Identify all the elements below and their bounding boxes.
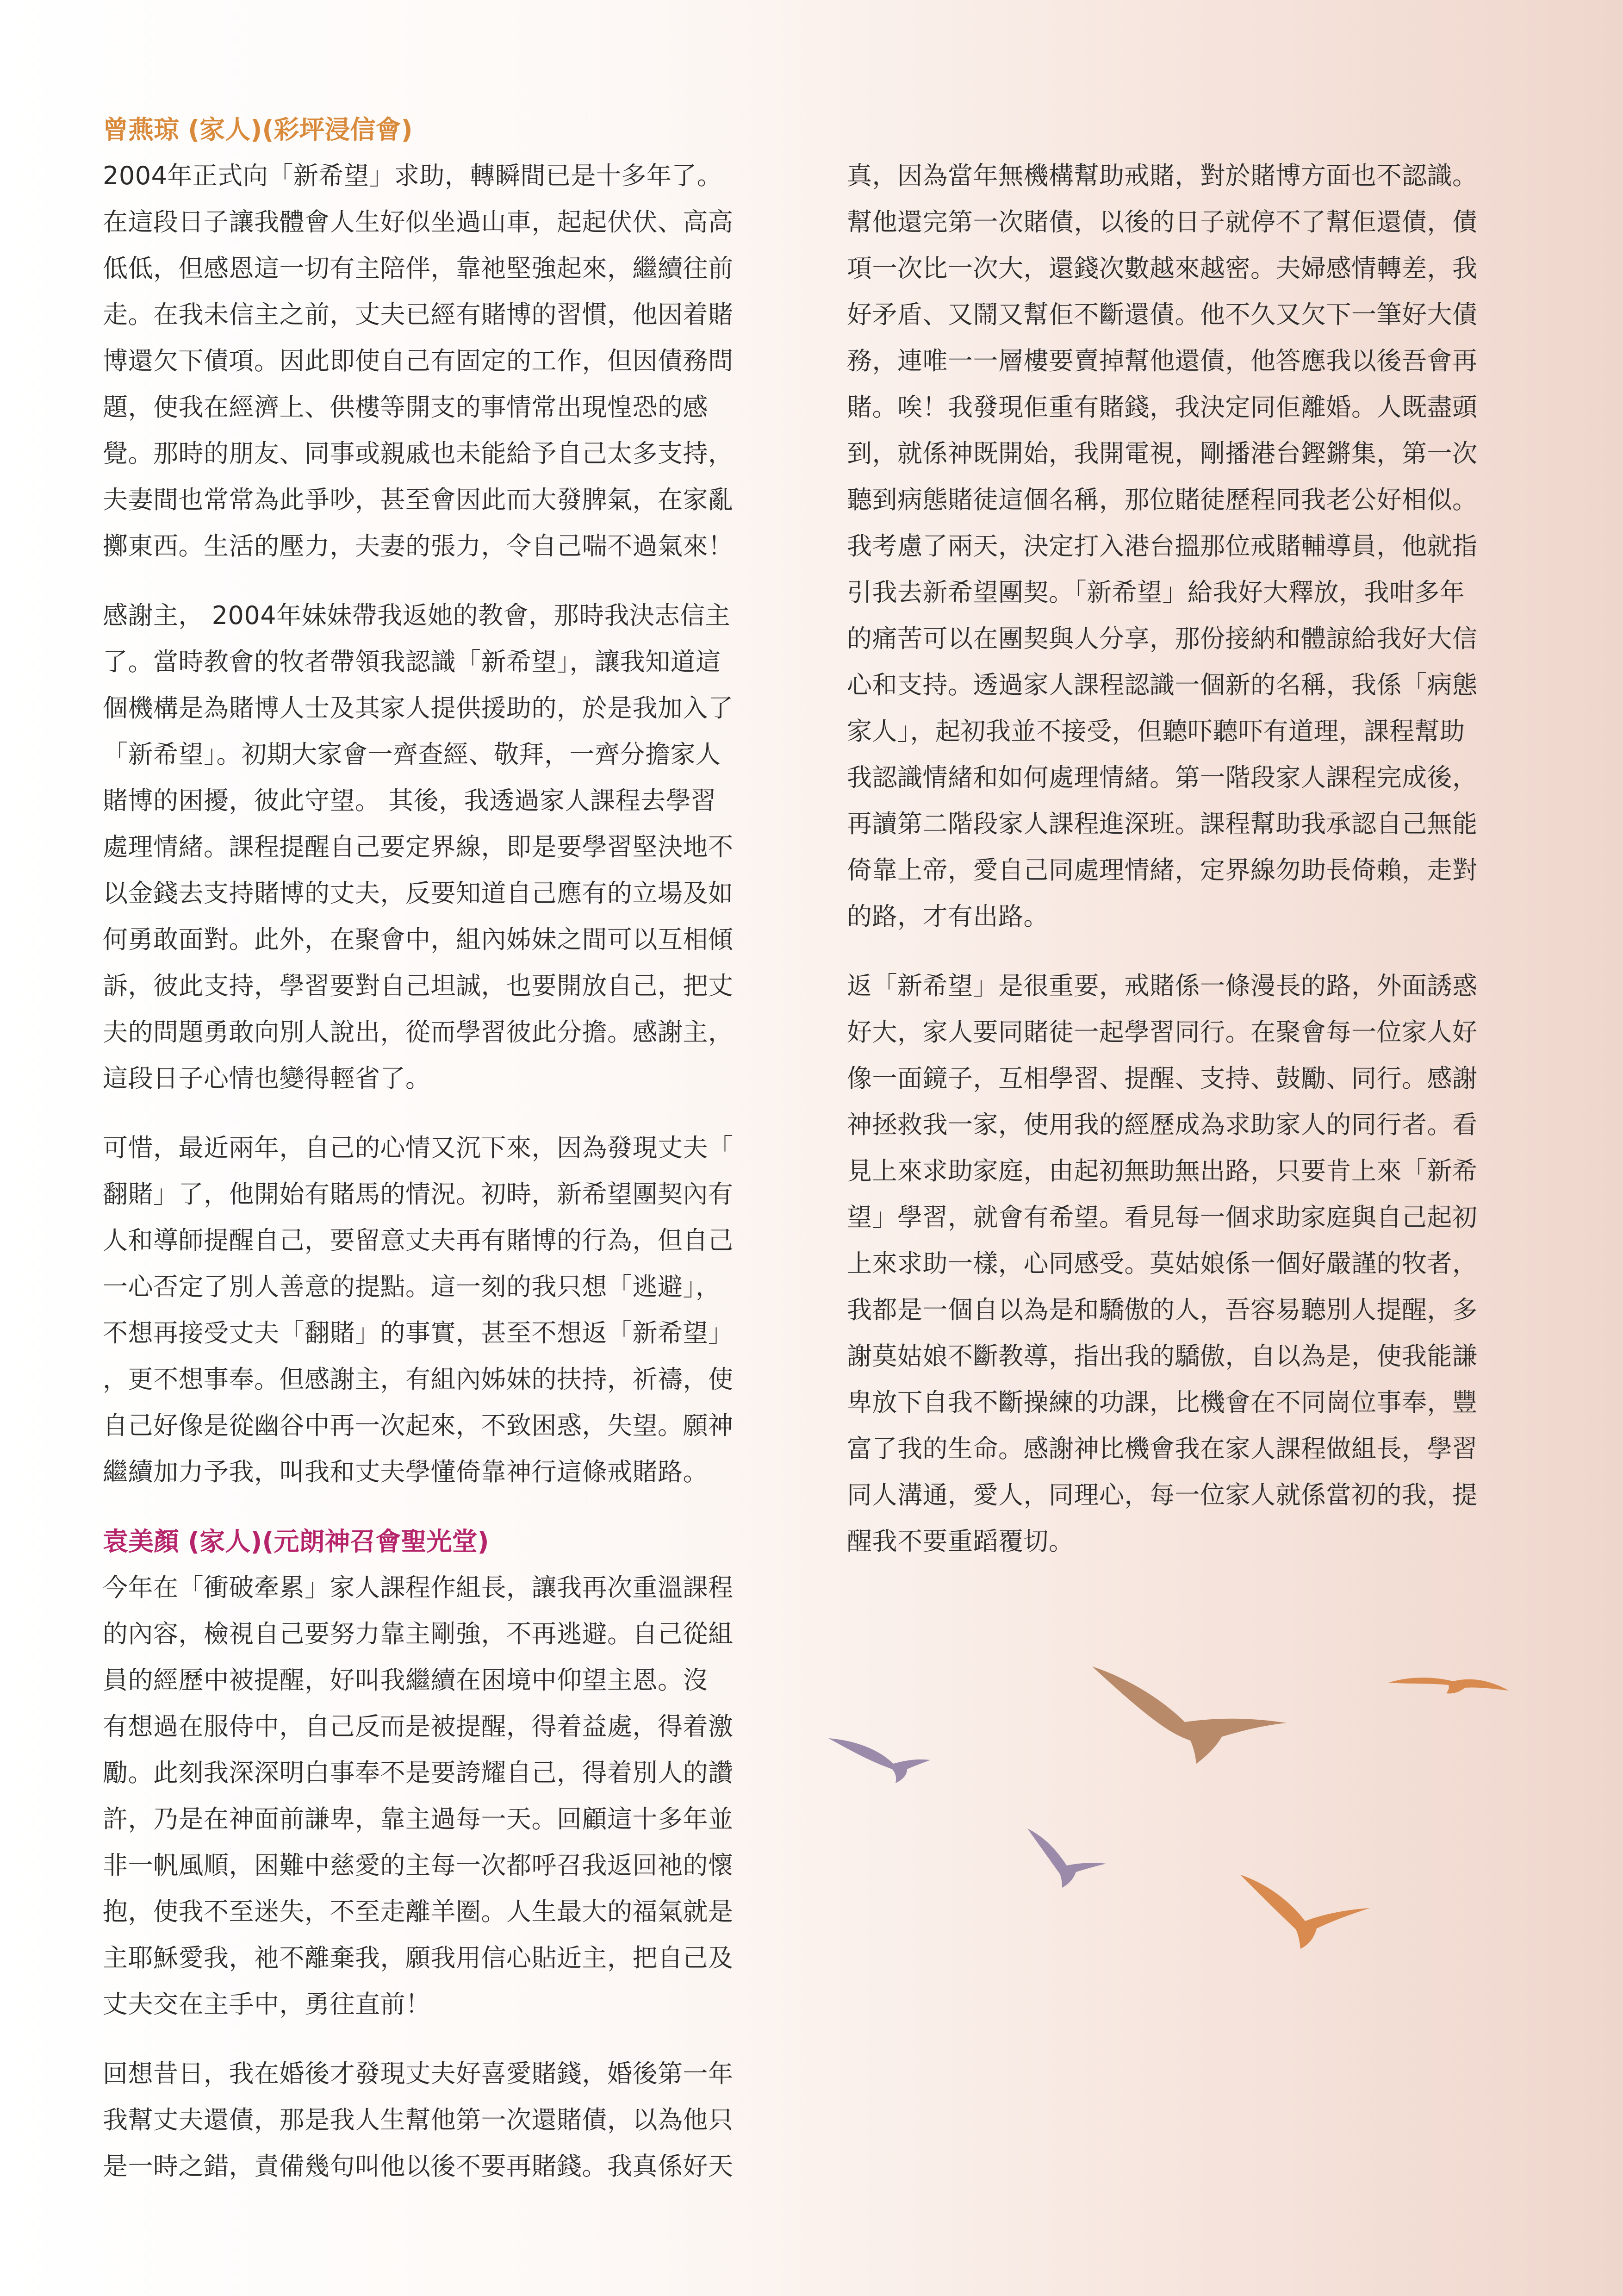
text-line: 幫他還完第一次賭債，以後的日子就停不了幫佢還債，債 [847,207,1478,237]
text-line: 引我去新希望團契。「新希望」給我好大釋放，我咁多年 [847,578,1465,607]
text-line: 處理情緒。課程提醒自己要定界線，即是要學習堅決地不 [103,832,734,861]
text-line: 賭博的困擾，彼此守望。 其後，我透過家人課程去學習 [103,786,716,815]
text-line: 擲東西。生活的壓力，夫妻的張力，令自己喘不過氣來！ [103,531,734,561]
text-line: 的內容，檢視自己要努力靠主剛強，不再逃避。自己從組 [103,1619,734,1648]
bird-icon [1027,1828,1106,1888]
text-line: 心和支持。透過家人課程認識一個新的名稱，我係「病態 [847,670,1478,699]
text-line: 望」學習，就會有希望。看見每一個求助家庭與自己起初 [847,1203,1478,1232]
text-line: 題，使我在經濟上、供樓等開支的事情常出現惶恐的感 [103,393,708,422]
paragraph-4 [103,1565,792,2028]
bird-icon [1388,1678,1509,1693]
text-line: 我都是一個自以為是和驕傲的人，吾容易聽別人提醒，多 [847,1295,1478,1324]
text-line: 丈夫交在主手中，勇往直前！ [103,1990,431,2019]
text-line: 到，就係神既開始，我開電視，剛播港台鏗鏘集，第一次 [847,439,1478,468]
text-line: 在這段日子讓我體會人生好似坐過山車，起起伏伏、高高 [103,207,734,237]
text-line: 返「新希望」是很重要，戒賭係一條漫長的路，外面誘惑 [847,971,1478,1000]
text-line: 是一時之錯，責備幾句叫他以後不要再賭錢。我真係好天 [103,2152,734,2181]
text-line: 夫妻間也常常為此爭吵，甚至會因此而大發脾氣，在家亂 [103,485,734,514]
flying-birds-illustration-icon [815,1648,1555,1981]
text-line: 人和導師提醒自己，要留意丈夫再有賭博的行為，但自己 [103,1226,734,1255]
bird-icon [828,1738,930,1783]
text-line: 見上來求助家庭，由起初無助無出路，只要肯上來「新希 [847,1156,1478,1185]
text-line: ，更不想事奉。但感謝主，有組內姊妹的扶持，祈禱，使 [103,1365,734,1394]
text-line: 富了我的生命。感謝神比機會我在家人課程做組長，學習 [847,1434,1478,1463]
text-line: 這段日子心情也變得輕省了。 [103,1064,431,1093]
text-line: 主耶穌愛我，祂不離棄我，願我用信心貼近主，把自己及 [103,1943,734,1972]
paragraph-5 [103,2051,792,2190]
paragraph-1 [103,153,792,569]
text-line: 醒我不要重蹈覆切。 [847,1527,1074,1556]
text-line: 夫的問題勇敢向別人說出，從而學習彼此分擔。感謝主， [103,1017,734,1047]
text-line: 員的經歷中被提醒，好叫我繼續在困境中仰望主恩。沒 [103,1666,708,1695]
text-line: 了。當時教會的牧者帶領我認識「新希望」，讓我知道這 [103,647,721,676]
text-line: 低低，但感恩這一切有主陪伴，靠祂堅強起來，繼續往前 [103,254,734,283]
text-line: 同人溝通，愛人，同理心，每一位家人就係當初的我，提 [847,1480,1478,1510]
text-line: 覺。那時的朋友、同事或親戚也未能給予自己太多支持， [103,439,734,468]
text-line: 聽到病態賭徒這個名稱，那位賭徒歷程同我老公好相似。 [847,485,1478,514]
text-line: 不想再接受丈夫「翻賭」的事實，甚至不想返「新希望」 [103,1318,734,1348]
text-line: 今年在「衝破牽累」家人課程作組長，讓我再次重溫課程 [103,1573,734,1602]
text-line: 2004年正式向「新希望」求助，轉瞬間已是十多年了。 [103,161,722,190]
text-line: 繼續加力予我，叫我和丈夫學懂倚靠神行這條戒賭路。 [103,1457,708,1486]
paragraph-6 [847,153,1536,940]
text-line: 賭。唉！我發現佢重有賭錢，我決定同佢離婚。人既盡頭 [847,393,1478,422]
text-line: 像一面鏡子，互相學習、提醒、支持、鼓勵、同行。感謝 [847,1064,1478,1093]
text-line: 走。在我未信主之前，丈夫已經有賭博的習慣，他因着賭 [103,300,734,329]
text-line: 抱，使我不至迷失，不至走離羊圈。人生最大的福氣就是 [103,1897,734,1926]
text-line: 可惜，最近兩年，自己的心情又沉下來，因為發現丈夫「 [103,1133,734,1162]
text-line: 有想過在服侍中，自己反而是被提醒，得着益處，得着激 [103,1712,734,1741]
text-line: 的路，才有出路。 [847,902,1049,931]
text-line: 非一帆風順，困難中慈愛的主每一次都呼召我返回祂的懷 [103,1851,734,1880]
text-line: 倚靠上帝，愛自己同處理情緒，定界線勿助長倚賴，走對 [847,855,1478,885]
text-line: 上來求助一樣，心同感受。莫姑娘係一個好嚴謹的牧者， [847,1249,1478,1278]
text-line: 以金錢去支持賭博的丈夫，反要知道自己應有的立場及如 [103,879,734,908]
text-line: 好大，家人要同賭徒一起學習同行。在聚會每一位家人好 [847,1017,1478,1047]
text-line: 真，因為當年無機構幫助戒賭，對於賭博方面也不認識。 [847,161,1478,190]
text-line: 我認識情緒和如何處理情緒。第一階段家人課程完成後， [847,763,1478,792]
text-line: 謝莫姑娘不斷教導，指出我的驕傲，自以為是，使我能謙 [847,1341,1478,1371]
text-line: 我幫丈夫還債，那是我人生幫他第一次還賭債，以為他只 [103,2105,734,2134]
text-line: 博還欠下債項。因此即使自己有固定的工作，但因債務問 [103,346,734,375]
paragraph-7 [847,963,1536,1565]
text-line: 自己好像是從幽谷中再一次起來，不致困惑，失望。願神 [103,1411,734,1440]
text-line: 再讀第二階段家人課程進深班。課程幫助我承認自己無能 [847,809,1478,838]
text-line: 一心否定了別人善意的提點。這一刻的我只想「逃避」， [103,1272,721,1301]
text-line: 好矛盾、又鬧又幫佢不斷還債。他不久又欠下一筆好大債 [847,300,1478,329]
text-line: 翻賭」了，他開始有賭馬的情況。初時，新希望團契內有 [103,1179,734,1209]
text-line: 感謝主， 2004年妹妹帶我返她的教會，那時我決志信主 [103,601,731,630]
text-line: 回想昔日，我在婚後才發現丈夫好喜愛賭錢，婚後第一年 [103,2059,734,2088]
testimony-title-2: 袁美顏 (家人)(元朗神召會聖光堂) [103,1527,489,1556]
bird-icon [1240,1875,1370,1949]
testimony-title-1: 曾燕琼 (家人)(彩坪浸信會) [103,115,413,144]
text-line: 家人」，起初我並不接受，但聽吓聽吓有道理，課程幫助 [847,717,1465,746]
text-line: 我考慮了兩天，決定打入港台搵那位戒賭輔導員，他就指 [847,531,1478,561]
text-line: 項一次比一次大，還錢次數越來越密。夫婦感情轉差，我 [847,254,1478,283]
paragraph-2 [103,593,792,1102]
text-line: 許，乃是在神面前謙卑，靠主過每一天。回顧這十多年並 [103,1804,734,1834]
bird-icon [1092,1666,1287,1764]
text-line: 「新希望」。初期大家會一齊查經、敬拜，一齊分擔家人 [103,740,721,769]
text-line: 的痛苦可以在團契與人分享，那份接納和體諒給我好大信 [847,624,1478,653]
text-line: 個機構是為賭博人士及其家人提供援助的，於是我加入了 [103,693,734,723]
text-line: 神拯救我一家，使用我的經歷成為求助家人的同行者。看 [847,1110,1478,1139]
text-line: 務，連唯一一層樓要賣掉幫他還債，他答應我以後吾會再 [847,346,1478,375]
text-line: 訴，彼此支持，學習要對自己坦誠，也要開放自己，把丈 [103,971,734,1000]
text-line: 何勇敢面對。此外，在聚會中，組內姊妹之間可以互相傾 [103,925,734,954]
text-line: 勵。此刻我深深明白事奉不是要誇耀自己，得着別人的讚 [103,1758,734,1787]
text-line: 卑放下自我不斷操練的功課，比機會在不同崗位事奉，豐 [847,1388,1478,1417]
paragraph-3 [103,1125,792,1495]
